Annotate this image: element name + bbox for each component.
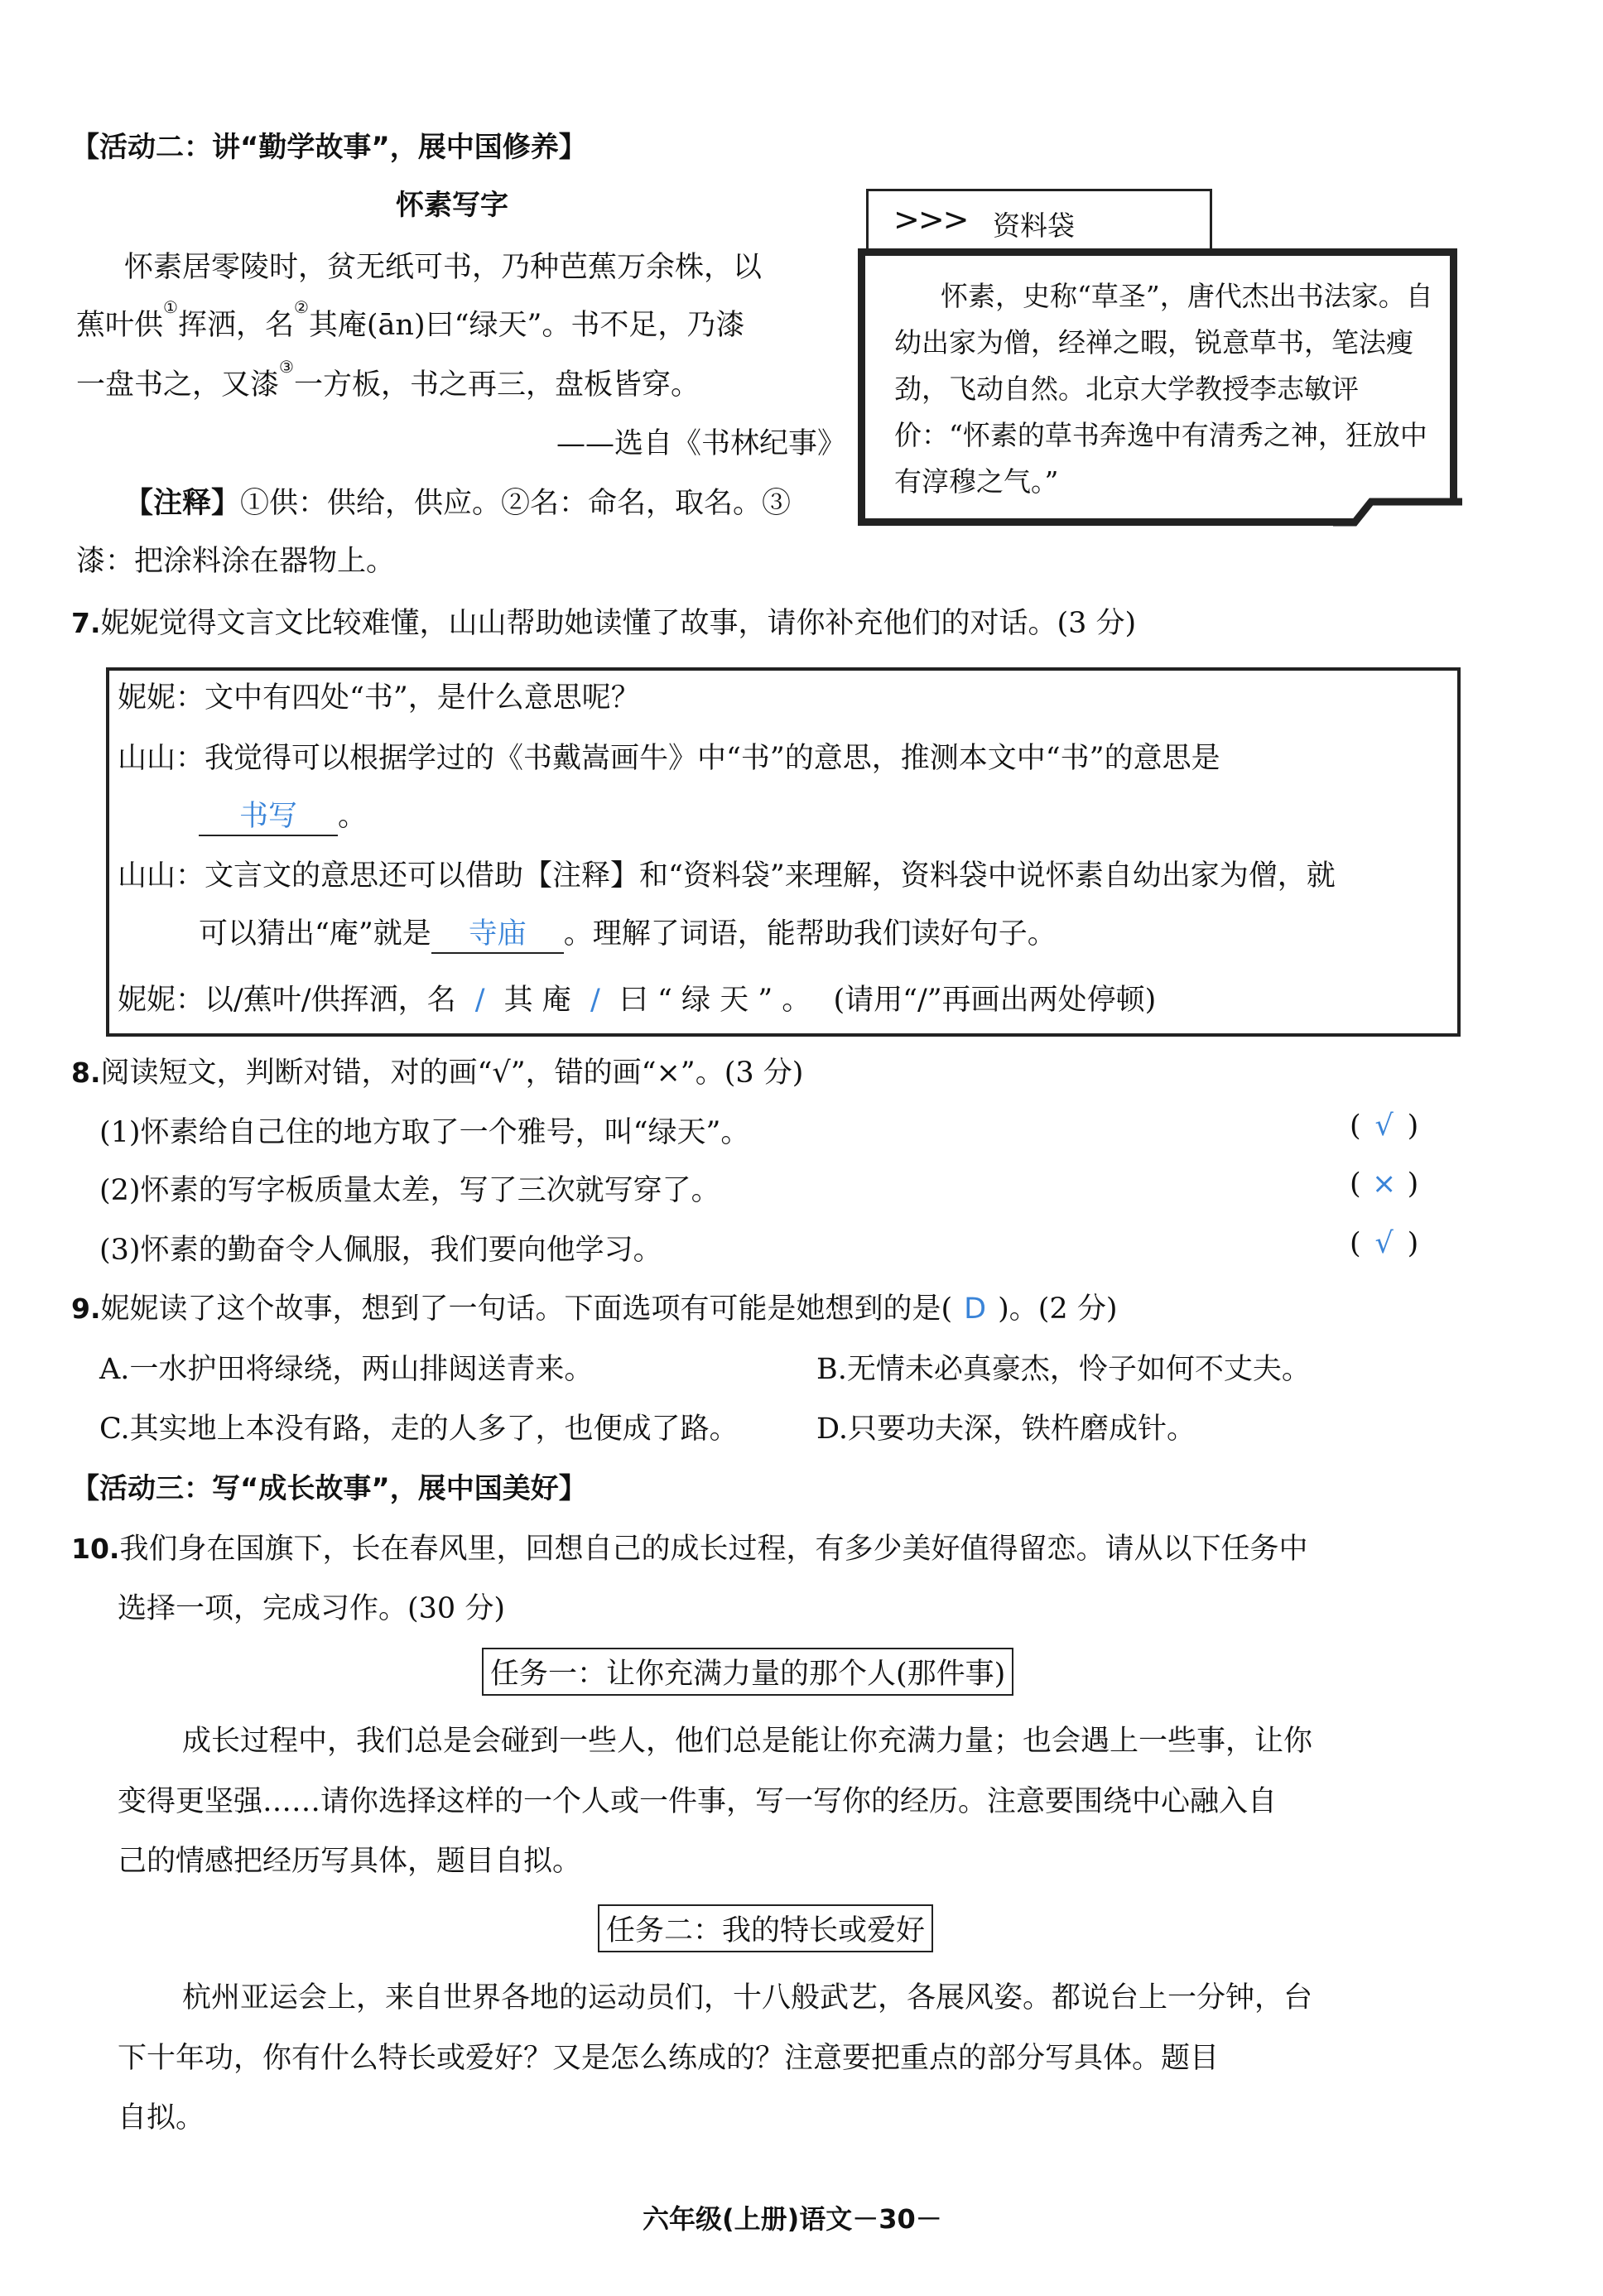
story-line-1: 怀素居零陵时，贫无纸可书，乃种芭蕉万余株，以 bbox=[124, 251, 763, 284]
footnote-mark: ① bbox=[163, 297, 178, 317]
arrows-icon: >>> bbox=[893, 201, 968, 238]
q10-text: 我们身在国旗下，长在春风里，回想自己的成长过程，有多少美好值得留恋。请从以下任务中 bbox=[119, 1533, 1308, 1566]
dialog-line-5 bbox=[199, 911, 1057, 954]
q7-number: 7. bbox=[71, 607, 101, 639]
note-line-2: 漆：把涂料涂在器物上。 bbox=[76, 545, 396, 578]
q9-number: 9. bbox=[71, 1292, 101, 1325]
q8-text: 阅读短文，判断对错，对的画“√”，错的画“×”。(3 分) bbox=[100, 1057, 804, 1090]
task2-line-1: 杭州亚运会上，来自世界各地的运动员们，十八般武艺，各展风姿。都说台上一分钟，台 bbox=[182, 1981, 1313, 2014]
pause-mark-2: / bbox=[590, 984, 600, 1017]
paren: ( bbox=[1350, 1109, 1361, 1143]
q7-text: 妮妮觉得文言文比较难懂，山山帮助她读懂了故事，请你补充他们的对话。(3 分) bbox=[100, 607, 1137, 640]
q8-item-1: (1)怀素给自己住的地方取了一个雅号，叫“绿天”。 bbox=[99, 1116, 750, 1149]
story-text: 挥洒，名 bbox=[177, 309, 294, 342]
dialog-text: 可以猜出“庵”就是 bbox=[199, 917, 431, 951]
paren: ( bbox=[1350, 1167, 1361, 1201]
pause-mark-1: / bbox=[474, 984, 485, 1017]
task1-line-1: 成长过程中，我们总是会碰到一些人，他们总是能让你充满力量；也会遇上一些事，让你 bbox=[182, 1725, 1313, 1758]
paren: ( bbox=[1350, 1227, 1361, 1260]
databag-tab bbox=[866, 189, 1212, 251]
activity3-header: 【活动三：写“成长故事”，展中国美好】 bbox=[71, 1472, 587, 1505]
q9-stem bbox=[71, 1286, 1117, 1327]
q9-text: 妮妮读了这个故事，想到了一句话。下面选项有可能是她想到的是( bbox=[100, 1292, 953, 1326]
answer-2: 寺庙 bbox=[468, 917, 527, 951]
task1-title: 任务一：让你充满力量的那个人(那件事) bbox=[482, 1648, 1013, 1696]
q9-option-d: D.只要功夫深，铁杵磨成针。 bbox=[816, 1413, 1196, 1446]
dialog-line-1: 妮妮：文中有四处“书”，是什么意思呢？ bbox=[118, 681, 640, 715]
dialog-note: (请用“/”再画出两处停顿) bbox=[833, 984, 1157, 1017]
dialog-text: 曰 “ 绿 天 ” 。 bbox=[619, 984, 811, 1017]
databag-text: 怀素，史称“草圣”，唐代杰出书法家。自幼出家为僧，经禅之暇，锐意草书，笔法瘦劲，飞动自然。北京大学教授李志敏评价：“怀素的草书奔逸中有清秀之神，狂放中有淳穆之气。” bbox=[894, 280, 1433, 498]
q10-number: 10. bbox=[71, 1533, 120, 1565]
q9-option-b: B.无情未必真豪杰，怜子如何不丈夫。 bbox=[816, 1353, 1311, 1386]
q8-item-2: (2)怀素的写字板质量太差，写了三次就写穿了。 bbox=[99, 1174, 720, 1207]
task1-line-3: 己的情感把经历写具体，题目自拟。 bbox=[118, 1845, 582, 1878]
story-text: 其庵(ān)曰“绿天”。书不足，乃漆 bbox=[308, 309, 745, 342]
footnote-mark: ③ bbox=[279, 357, 294, 377]
databag-label: 资料袋 bbox=[993, 209, 1075, 242]
paren: ) bbox=[1407, 1167, 1419, 1201]
story-line-3 bbox=[76, 357, 700, 403]
q9-answer[interactable]: D bbox=[964, 1292, 987, 1326]
q7-stem bbox=[71, 600, 1136, 642]
q9-option-c: C.其实地上本没有路，走的人多了，也便成了路。 bbox=[99, 1413, 739, 1446]
answer-1: 书写 bbox=[238, 800, 297, 833]
check-mark[interactable]: √ bbox=[1374, 1109, 1394, 1143]
note-text: ①供：供给，供应。②名：命名，取名。③ bbox=[240, 487, 792, 520]
story-line-2 bbox=[76, 297, 745, 344]
q9-text: )。(2 分) bbox=[998, 1292, 1118, 1326]
story-title: 怀素写字 bbox=[396, 189, 508, 222]
q8-answer-1 bbox=[1350, 1109, 1418, 1143]
story-text: 一盘书之，又漆 bbox=[76, 368, 280, 402]
dialog-line-3 bbox=[199, 793, 367, 836]
footnote-mark: ② bbox=[293, 297, 309, 317]
q8-stem bbox=[71, 1050, 803, 1091]
paren: ) bbox=[1407, 1227, 1419, 1260]
q10-stem-line-1 bbox=[71, 1526, 1307, 1567]
task2-line-3: 自拟。 bbox=[118, 2101, 205, 2135]
note-label: 【注释】 bbox=[124, 487, 241, 520]
dialog-line-2: 山山：我觉得可以根据学过的《书戴嵩画牛》中“书”的意思，推测本文中“书”的意思是 bbox=[118, 742, 1220, 775]
dialog-text: 。理解了词语，能帮助我们读好句子。 bbox=[563, 917, 1057, 951]
story-text: 蕉叶供 bbox=[76, 309, 164, 342]
q8-answer-2 bbox=[1350, 1167, 1418, 1201]
dialog-text: 其 庵 bbox=[503, 984, 571, 1017]
task1-line-2: 变得更坚强……请你选择这样的一个人或一件事，写一写你的经历。注意要围绕中心融入自 bbox=[118, 1785, 1278, 1818]
answer-blank-1[interactable] bbox=[199, 793, 338, 836]
q8-item-3: (3)怀素的勤奋令人佩服，我们要向他学习。 bbox=[99, 1234, 662, 1267]
activity2-header: 【活动二：讲“勤学故事”，展中国修养】 bbox=[71, 131, 587, 164]
dialog-line-4: 山山：文言文的意思还可以借助【注释】和“资料袋”来理解，资料袋中说怀素自幼出家为僧，就 bbox=[118, 859, 1336, 893]
answer-blank-2[interactable] bbox=[431, 911, 564, 954]
q8-number: 8. bbox=[71, 1057, 101, 1089]
paren: ) bbox=[1407, 1109, 1419, 1143]
task2-line-2: 下十年功，你有什么特长或爱好？又是怎么练成的？注意要把重点的部分写具体。题目 bbox=[118, 2042, 1220, 2075]
note-line-1 bbox=[124, 480, 791, 522]
q8-answer-3 bbox=[1350, 1227, 1418, 1260]
dialog-text: 。 bbox=[338, 800, 368, 833]
q9-option-a: A.一水护田将绿绕，两山排闼送青来。 bbox=[99, 1353, 594, 1386]
cross-mark[interactable]: × bbox=[1371, 1167, 1397, 1201]
story-source: ——选自《书林纪事》 bbox=[556, 427, 847, 460]
task2-title: 任务二：我的特长或爱好 bbox=[598, 1904, 933, 1952]
dialog-text: 妮妮：以/蕉叶/供挥洒，名 bbox=[118, 984, 456, 1017]
dialog-line-6 bbox=[118, 977, 1156, 1018]
page-footer: 六年级(上册)语文－30－ bbox=[643, 2203, 942, 2235]
check-mark[interactable]: √ bbox=[1374, 1227, 1394, 1260]
story-text: 一方板，书之再三，盘板皆穿。 bbox=[293, 368, 700, 402]
q10-stem-line-2: 选择一项，完成习作。(30 分) bbox=[118, 1592, 505, 1625]
